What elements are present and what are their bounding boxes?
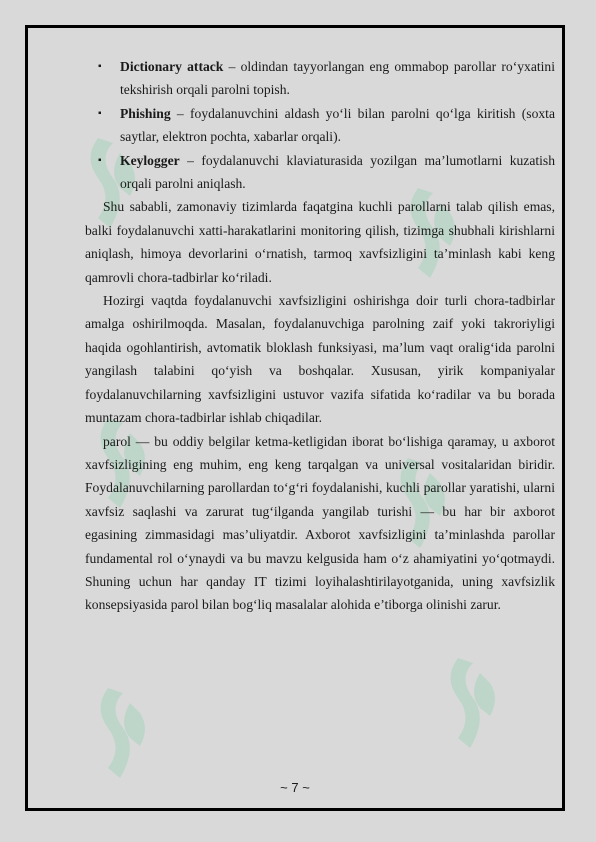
paragraph: Hozirgi vaqtda foydalanuvchi xavfsizligini oshirishga doir turli chora-tadbirlar amalga oshirilmoqda. Masalan, foydalanuvchiga parolning zaif yoki takroriyligi haqida ogohlantirish, avtomatik bloklash funksiyasi, ma’lum vaqt oralig‘ida parolni yangilash talabini qo‘yish va boshqalar. Xususan, yirik kompaniyalar foydalanuvchilarning xavfsizligini ustuvor vazifa sifatida ko‘radilar va bu borada muntazam chora-tadbirlar ishlab chiqadilar. (85, 293, 555, 426)
list-item-term: Keylogger (120, 152, 180, 168)
bullet-icon: ▪ (98, 107, 102, 119)
paragraph: parol — bu oddiy belgilar ketma-ketligidan iborat bo‘lishiga qaramay, u axborot xavfsizligining eng muhim, eng keng tarqalgan va universal vositalaridan biridir. Foydalanuvchilarning parollardan to‘g‘ri foydalanishi, kuchli parollar yaratishi, ularni xavfsiz saqlashi va zarurat tug‘ilganda yangilab turishi — bu har bir axborot egasining zimmasidagi mas’uliyatdir. Axborot xavfsizligini ta’minlashda parollar fundamental rol o‘ynaydi va bu mavzu kelgusida ham o‘z ahamiyatini yo‘qotmaydi. Shuning uchun har qanday IT tizimi loyihalashtirilayotganida, uning xavfsizlik konsepsiyasida parol bilan bog‘liq masalalar alohida e’tiborga olinishi zarur. (85, 433, 555, 613)
bullet-icon: ▪ (98, 154, 102, 166)
document-page (25, 25, 565, 811)
list-item-term: Dictionary attack (120, 59, 224, 74)
list-item (85, 149, 555, 196)
soft-logo-icon (88, 678, 158, 788)
paragraph: Shu sababli, zamonaviy tizimlarda faqatgina kuchli parollarni talab qilish emas, balki foydalanuvchi xatti-harakatlarini monitoring qilish, tizimga shubhali kirishlarni aniqlash, himoya devorlarini o‘rnatish, tarmoq xavfsizligini ta’minlash kabi keng qamrovli chora-tadbirlar ko‘riladi. (85, 199, 555, 285)
list-item-text: – oldindan tayyorlangan eng ommabop parollar ro‘yxatini tekshirish orqali parolni topish. (120, 59, 555, 98)
list-item-text: – foydalanuvchi klaviaturasida yozilgan ma’lumotlarni kuzatish orqali parolni aniqlash. (120, 152, 555, 192)
attack-methods-list (85, 55, 555, 195)
page-body (85, 55, 555, 617)
soft-logo-icon (438, 648, 508, 758)
list-item-text: – foydalanuvchini aldash yo‘li bilan parolni qo‘lga kiritish (soxta saytlar, elektron pochta, xabarlar orqali). (120, 105, 555, 145)
page-number: ~ 7 ~ (280, 780, 310, 795)
bullet-icon: ▪ (98, 61, 102, 72)
list-item (85, 102, 555, 149)
list-item-term: Phishing (120, 105, 171, 121)
list-item (85, 55, 555, 102)
